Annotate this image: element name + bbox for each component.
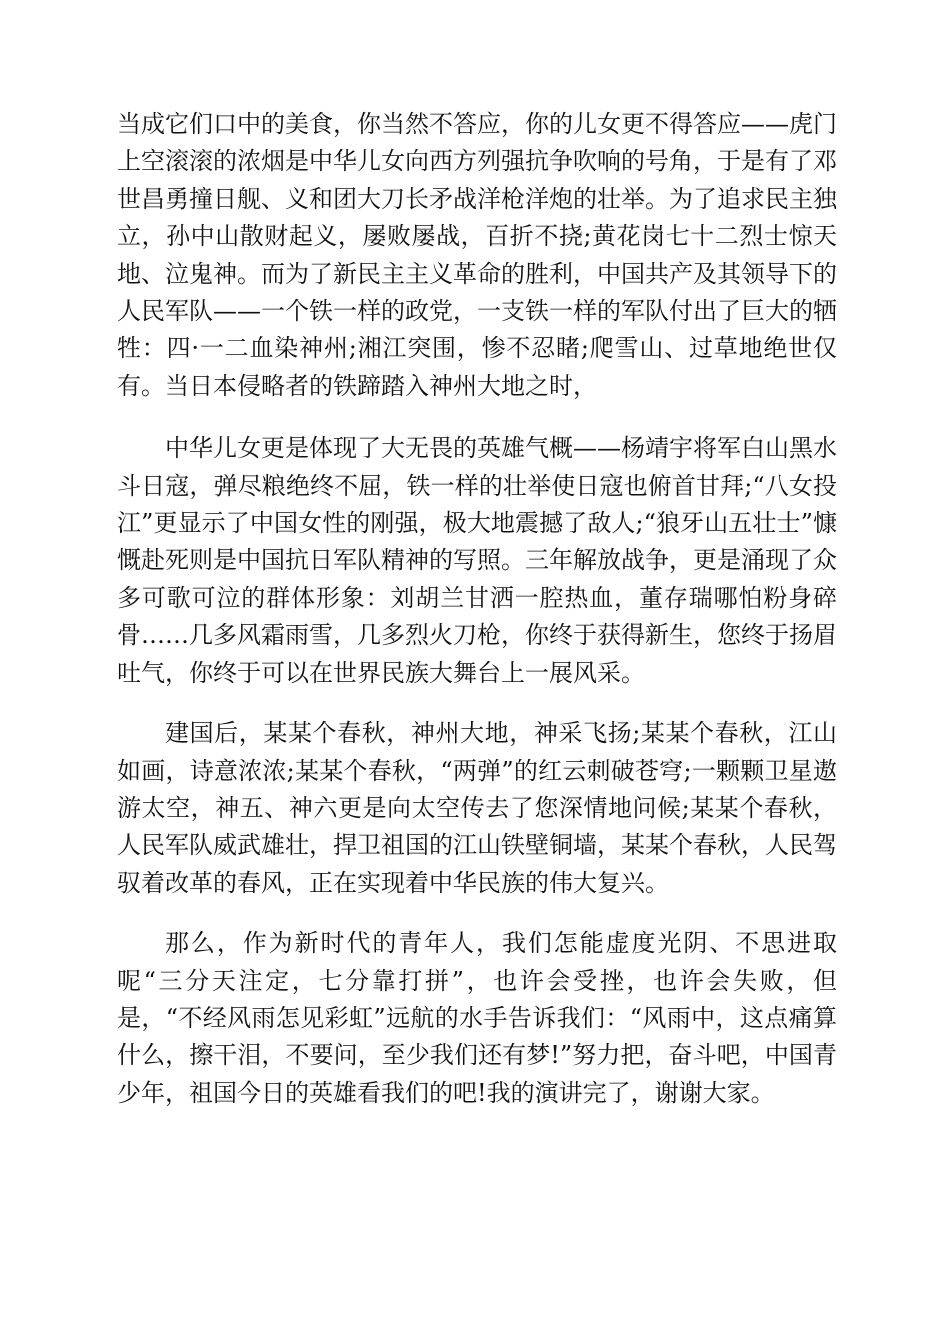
document-body — [117, 106, 837, 1112]
paragraph-3: 建国后，某某个春秋，神州大地，神采飞扬;某某个春秋，江山如画，诗意浓浓;某某个春秋，“两弹”的红云刺破苍穹;一颗颗卫星遨游太空，神五、神六更是向太空传去了您深情地问候;某某个春秋，人民军队威武雄壮，捍卫祖国的江山铁壁铜墙，某某个春秋，人民驾驭着改革的春风，正在实现着中华民族的伟大复兴。 — [117, 719, 837, 897]
paragraph-1: 当成它们口中的美食，你当然不答应，你的儿女更不得答应——虎门上空滚滚的浓烟是中华儿女向西方列强抗争吹响的号角，于是有了邓世昌勇撞日舰、义和团大刀长矛战洋枪洋炮的壮举。为了追求民主独立，孙中山散财起义，屡败屡战，百折不挠;黄花岗七十二烈士惊天地、泣鬼神。而为了新民主主义革命的胜利，中国共产及其领导下的人民军队——一个铁一样的政党，一支铁一样的军队付出了巨大的牺牲：四·一二血染神州;湘江突围，惨不忍睹;爬雪山、过草地绝世仅有。当日本侵略者的铁蹄踏入神州大地之时， — [117, 110, 837, 400]
paragraph-4: 那么，作为新时代的青年人，我们怎能虚度光阴、不思进取呢“三分天注定，七分靠打拼”，也许会受挫，也许会失败，但是，“不经风雨怎见彩虹”远航的水手告诉我们：“风雨中，这点痛算什么，擦干泪，不要问，至少我们还有梦!”努力把，奋斗吧，中国青少年，祖国今日的英雄看我们的吧!我的演讲完了，谢谢大家。 — [117, 929, 837, 1107]
paragraph-2: 中华儿女更是体现了大无畏的英雄气概——杨靖宇将军白山黑水斗日寇，弹尽粮绝终不屈，铁一样的壮举使日寇也俯首甘拜;“八女投江”更显示了中国女性的刚强，极大地震撼了敌人;“狼牙山五壮士”慷慨赴死则是中国抗日军队精神的写照。三年解放战争，更是涌现了众多可歌可泣的群体形象：刘胡兰甘洒一腔热血，董存瑞哪怕粉身碎骨……几多风霜雨雪，几多烈火刀枪，你终于获得新生，您终于扬眉吐气，你终于可以在世界民族大舞台上一展风采。 — [117, 434, 837, 687]
